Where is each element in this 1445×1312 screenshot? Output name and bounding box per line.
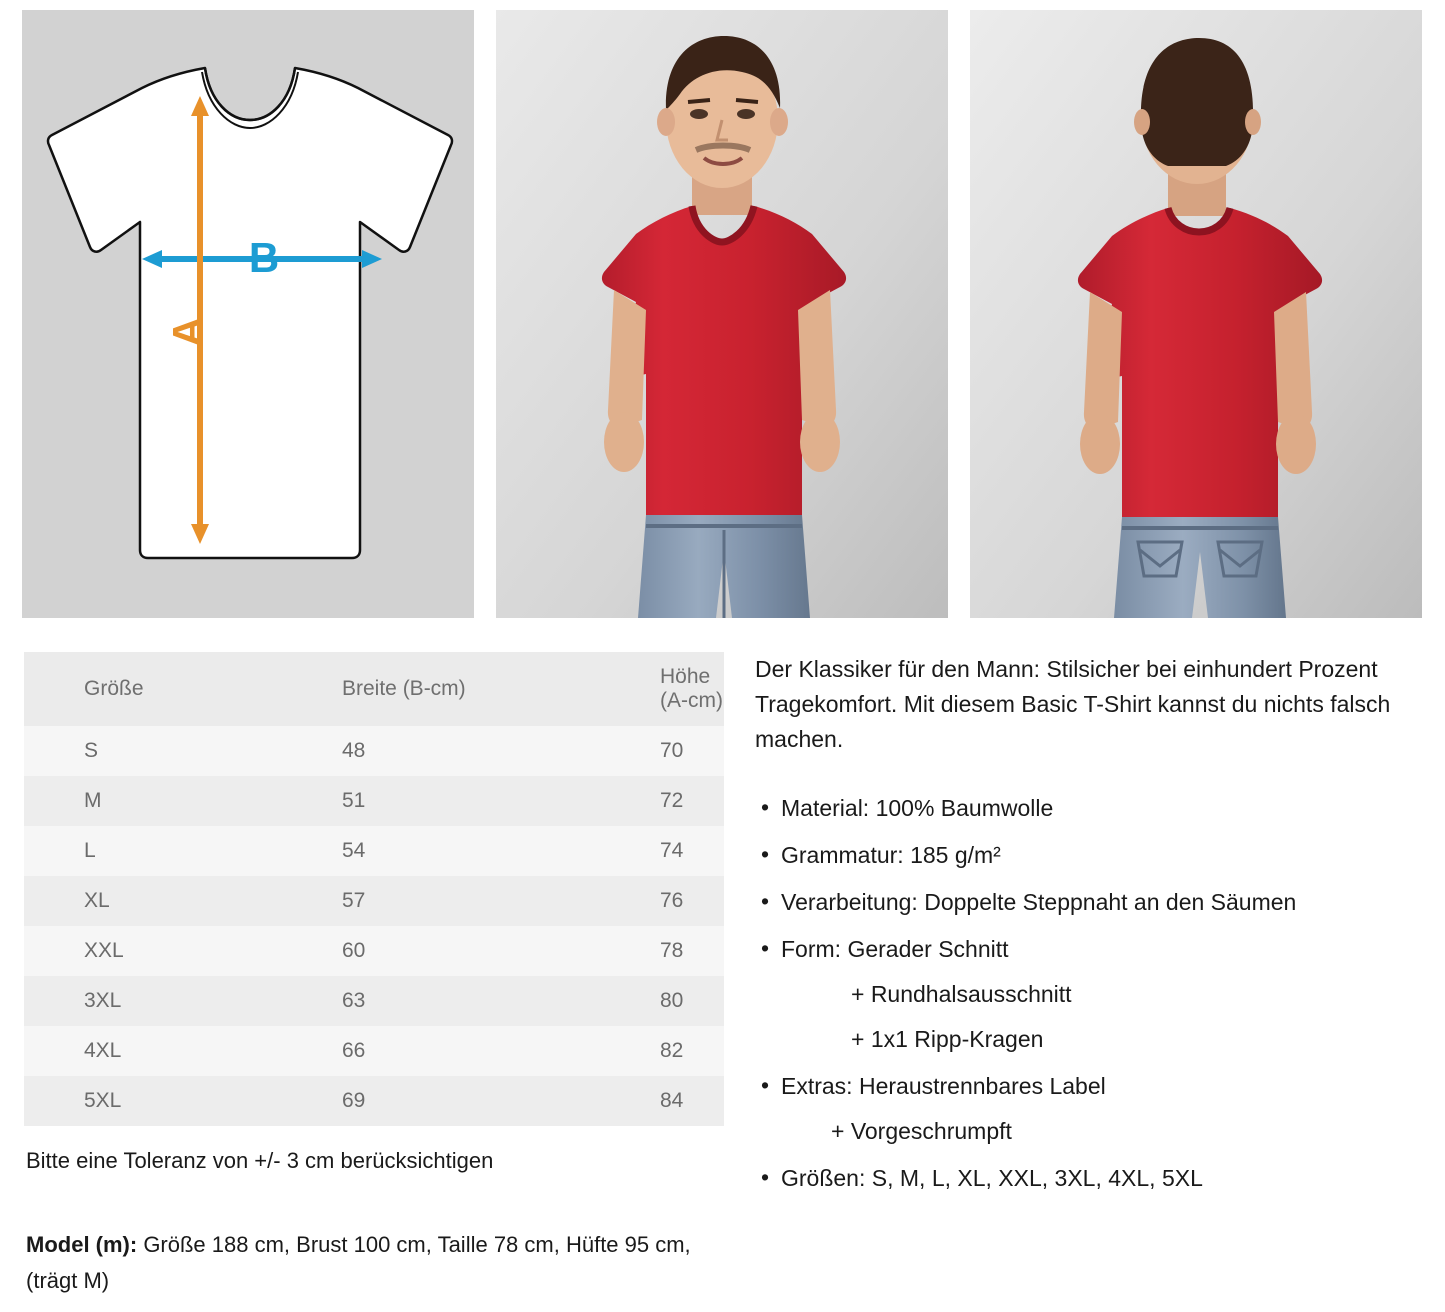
cell-height: 70 <box>660 739 684 762</box>
model-back-photo <box>970 10 1422 618</box>
table-row <box>24 976 724 1026</box>
column-header-width: Breite (B-cm) <box>274 652 592 726</box>
cell-size: 3XL <box>84 989 122 1012</box>
cell-size: 5XL <box>84 1089 122 1112</box>
model-note <box>26 1227 726 1299</box>
size-table <box>24 652 724 1126</box>
column-header-height: Höhe (A-cm) <box>592 652 724 726</box>
product-description <box>755 652 1427 1208</box>
table-row <box>24 1026 724 1076</box>
feature-form <box>755 932 1427 1057</box>
svg-text:B: B <box>248 234 280 281</box>
product-images-row <box>22 10 1422 618</box>
cell-size: L <box>84 839 96 862</box>
cell-size: 4XL <box>84 1039 122 1062</box>
model-front-photo <box>496 10 948 618</box>
model-front-illustration <box>496 10 948 618</box>
cell-height: 84 <box>660 1089 684 1112</box>
cell-width: 48 <box>342 739 366 762</box>
cell-size: XL <box>84 889 110 912</box>
shirt-schematic-image <box>22 10 474 618</box>
feature-form-label: Form: Gerader Schnitt <box>781 936 1009 962</box>
table-row <box>24 926 724 976</box>
cell-width: 57 <box>342 889 366 912</box>
cell-height: 72 <box>660 789 684 812</box>
cell-size: S <box>84 739 99 762</box>
table-row <box>24 876 724 926</box>
cell-height: 82 <box>660 1039 684 1062</box>
table-row <box>24 726 724 776</box>
table-row <box>24 776 724 826</box>
cell-width: 54 <box>342 839 366 862</box>
feature-weight: • Grammatur: 185 g/m² <box>755 838 1427 873</box>
cell-width: 66 <box>342 1039 366 1062</box>
size-table-head <box>24 652 724 726</box>
feature-processing: • Verarbeitung: Doppelte Steppnaht an den Säumen <box>755 885 1427 920</box>
feature-sizes: • Größen: S, M, L, XL, XXL, 3XL, 4XL, 5XL <box>755 1161 1427 1196</box>
description-intro: Der Klassiker für den Mann: Stilsicher bei einhundert Prozent Tragekomfort. Mit diesem Basic T-Shirt kannst du nichts falsch machen. <box>755 656 1391 752</box>
cell-height: 76 <box>660 889 684 912</box>
table-row <box>24 1076 724 1126</box>
cell-width: 51 <box>342 789 366 812</box>
cell-size: XXL <box>84 939 124 962</box>
feature-material: • Material: 100% Baumwolle <box>755 791 1427 826</box>
cell-height: 80 <box>660 989 684 1012</box>
feature-list <box>755 791 1427 1196</box>
cell-size: M <box>84 789 102 812</box>
table-row <box>24 826 724 876</box>
feature-form-sub-2: + 1x1 Ripp-Kragen <box>851 1026 1044 1052</box>
svg-text:A: A <box>164 316 211 348</box>
cell-width: 60 <box>342 939 366 962</box>
feature-extras-label: Extras: Heraustrennbares Label <box>781 1073 1106 1099</box>
model-back-illustration <box>970 10 1422 618</box>
model-note-label: Model (m): <box>26 1232 138 1257</box>
feature-extras <box>755 1069 1427 1149</box>
feature-extras-sub-1: + Vorgeschrumpft <box>831 1118 1012 1144</box>
cell-width: 63 <box>342 989 366 1012</box>
table-header-row <box>24 652 724 726</box>
shirt-diagram-svg <box>22 10 474 618</box>
column-header-size: Größe <box>24 652 274 726</box>
feature-form-sub-1: + Rundhalsausschnitt <box>851 981 1072 1007</box>
model-note-text: Größe 188 cm, Brust 100 cm, Taille 78 cm, Hüfte 95 cm, (trägt M) <box>26 1232 691 1293</box>
size-table-body <box>24 726 724 1126</box>
cell-height: 74 <box>660 839 684 862</box>
cell-width: 69 <box>342 1089 366 1112</box>
tolerance-note: Bitte eine Toleranz von +/- 3 cm berücksichtigen <box>26 1148 494 1173</box>
cell-height: 78 <box>660 939 684 962</box>
